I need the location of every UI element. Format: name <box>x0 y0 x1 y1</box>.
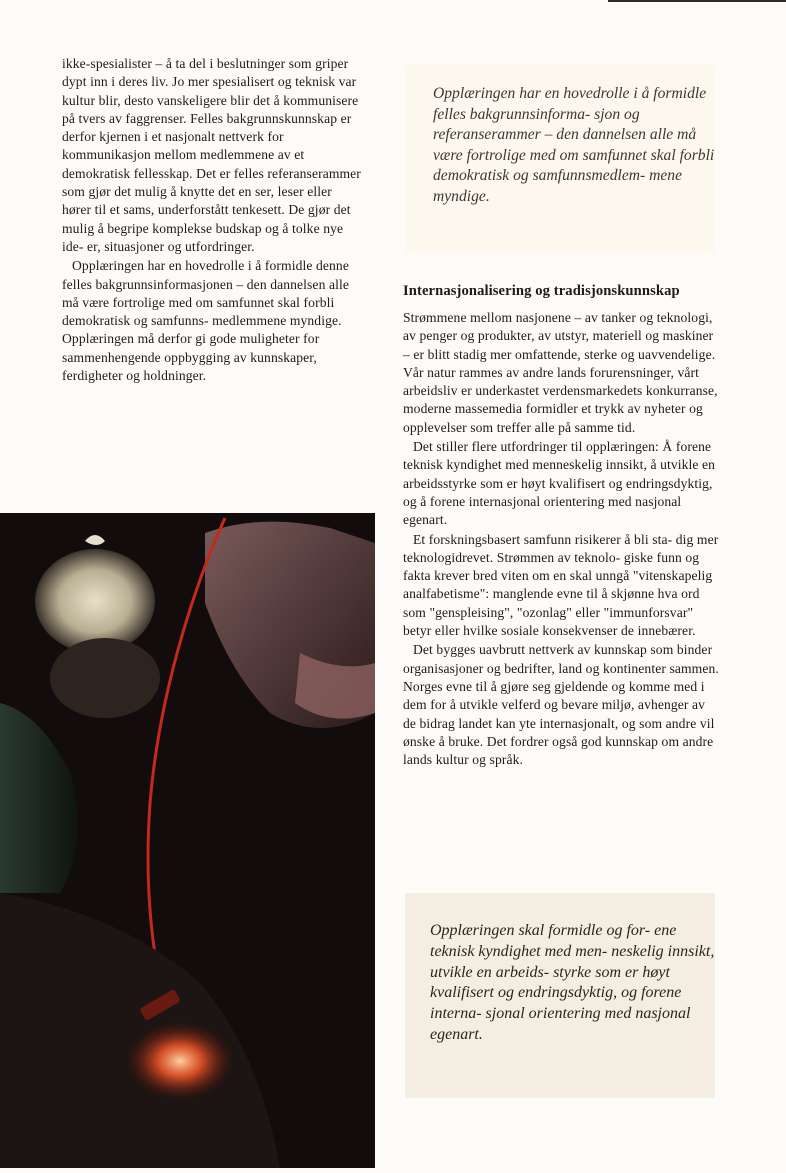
surgeon-head <box>50 638 160 718</box>
pull-quote: Opplæringen har en hovedrolle i å formidle felles bakgrunnsinforma- sjon og referanserammer – den dannelsen alle må være fortrolige med om samfunnet skal forbli demokratisk og samfunnsmedlem- mene myndige. <box>405 65 715 253</box>
body-paragraph: Det bygges uavbrutt nettverk av kunnskap som binder organisasjoner og bedrifter, land og kontinenter sammen. Norges evne til å gjøre seg gjeldende og komme med i dem for å utvikle velferd og bevare miljø, avhenger av de bidrag landet kan yte internasjonalt, og som andre vil ønske å bruke. Det fordrer også god kunnskap om andre lands kultur og språk. <box>403 642 719 768</box>
section-heading: Internasjonalisering og tradisjonskunnskap <box>403 283 680 299</box>
top-border-line <box>608 0 786 2</box>
surgical-scene-photo <box>0 513 375 1168</box>
surgeon-cap <box>35 549 155 653</box>
body-paragraph: Opplæringen har en hovedrolle i å formidle denne felles bakgrunnsinformasjonen – den dannelsen alle må være fortrolige med om samfunnet skal forbli demokratisk og samfunns- medlemmene myndige. Opplæringen må derfor gi gode muligheter for sammenhengende oppbygging av kunnskaper, ferdigheter og holdninger. <box>62 258 349 384</box>
pull-quote-2: Opplæringen skal formidle og for- ene teknisk kyndighet med men- neskelig innsikt, utvikle en arbeids- styrke som er høyt kvalifisert og endringsdyktig, og forene interna- sjonal orientering med nasjonal egenart. <box>405 893 715 1098</box>
body-paragraph: ikke-spesialister – å ta del i beslutninger som griper dypt inn i deres liv. Jo mer spesialisert og teknisk var kultur blir, desto vanskeligere blir det å kommunisere på tvers av faggrenser. Felles bakgrunnskunnskap er derfor kjernen i et nasjonalt nettverk for kommunikasjon mellom medlemmene av et demokratisk fellesskap. Det er felles referanserammer som gjør det mulig å knytte det en ser, leser eller hører til et sams, underforstått tenkesett. De gjør det mulig å begripe komplekse budskap og å tolke nye ide- er, situasjoner og utfordringer. <box>62 56 361 254</box>
body-paragraph: Et forskningsbasert samfunn risikerer å bli sta- dig mer teknologidrevet. Strømmen av teknolo- giske funn og fakta krever bred viten om en skal unngå "vitenskapelig analfabetisme": manglende evne til å skjønne hva ord som "genspleising", "ozonlag" eller "immunforsvar" betyr eller hvilke sosiale konsekvenser de innebærer. <box>403 531 719 639</box>
left-text-column <box>62 55 362 385</box>
laser-spot <box>125 1021 235 1101</box>
right-text-column <box>403 282 721 769</box>
body-paragraph: Strømmene mellom nasjonene – av tanker og teknologi, av penger og produkter, av utstyr, materiell og maskiner – er blitt stadig mer omfattende, sterke og uavvendelige. Vår natur rammes av andre lands forurensninger, vårt arbeidsliv er underkastet verdensmarkedets konkurranse, moderne massemedia formidler et trykk av nyheter og opplevelser som treffer alle på samme tid. <box>403 310 718 435</box>
photo-illustration <box>0 513 375 1168</box>
body-paragraph: Det stiller flere utfordringer til opplæringen: Å forene teknisk kyndighet med menneskelig innsikt, å utvikle en arbeidsstyrke som er høyt kvalifisert og endringsdyktig, og å forene internasjonal orientering med nasjonal egenart. <box>403 439 716 528</box>
